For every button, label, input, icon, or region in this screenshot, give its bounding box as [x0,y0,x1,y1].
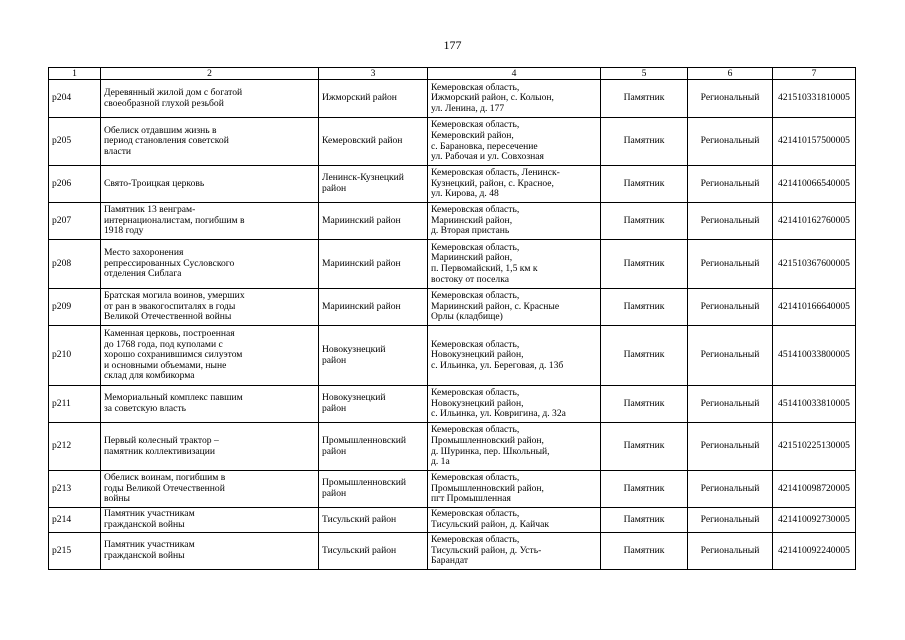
table-row [49,166,856,203]
cell-address: Кемеровская область, Ленинск- Кузнецкий, район, с. Красное, ул. Кирова, д. 48 [428,166,601,203]
cell-name: Братская могила воинов, умерших от ран в эвакогоспиталях в годы Великой Отечественной войны [101,289,319,326]
cell-code: 451410033810005 [773,386,856,423]
cell-code: 421410092240005 [773,533,856,570]
cell-name: Каменная церковь, построенная до 1768 года, под куполами с хорошо сохранившимся силуэтом и основными объемами, ныне склад для комбикорма [101,326,319,386]
cell-category: Региональный [688,118,773,166]
cell-code: 451410033800005 [773,326,856,386]
table-row [49,203,856,240]
cell-district: Мариинский район [319,240,428,289]
table-row [49,471,856,508]
cell-category: Региональный [688,326,773,386]
cell-category: Региональный [688,423,773,471]
cell-code: 421510367600005 [773,240,856,289]
cell-district: Промышленновский район [319,423,428,471]
cell-id: р204 [49,80,101,118]
table-row [49,533,856,570]
column-header-7: 7 [773,68,856,80]
cell-address: Кемеровская область, Промышленновский район, д. Шуринка, пер. Школьный, д. 1а [428,423,601,471]
column-header-2: 2 [101,68,319,80]
cell-category: Региональный [688,533,773,570]
column-header-3: 3 [319,68,428,80]
table-row [49,326,856,386]
cell-address: Кемеровская область, Ижморский район, с. Колыон, ул. Ленина, д. 177 [428,80,601,118]
cell-name: Обелиск воинам, погибшим в годы Великой Отечественной войны [101,471,319,508]
cell-district: Тисульский район [319,508,428,533]
cell-category: Региональный [688,203,773,240]
table-row [49,508,856,533]
cell-id: р211 [49,386,101,423]
cell-type: Памятник [601,203,688,240]
cell-category: Региональный [688,471,773,508]
cell-district: Ленинск-Кузнецкий район [319,166,428,203]
cell-code: 421410166640005 [773,289,856,326]
cell-code: 421510331810005 [773,80,856,118]
cell-code: 421410066540005 [773,166,856,203]
cell-district: Новокузнецкий район [319,386,428,423]
cell-address: Кемеровская область, Тисульский район, д. Кайчак [428,508,601,533]
cell-name: Деревянный жилой дом с богатой своеобразной глухой резьбой [101,80,319,118]
column-header-6: 6 [688,68,773,80]
cell-id: р212 [49,423,101,471]
cell-type: Памятник [601,386,688,423]
cell-name: Первый колесный трактор – памятник коллективизации [101,423,319,471]
cell-type: Памятник [601,533,688,570]
cell-name: Мемориальный комплекс павшим за советскую власть [101,386,319,423]
cell-district: Мариинский район [319,289,428,326]
cell-id: р214 [49,508,101,533]
column-header-4: 4 [428,68,601,80]
cell-name: Памятник участникам гражданской войны [101,508,319,533]
cell-address: Кемеровская область, Кемеровский район, с. Барановка, пересечение ул. Рабочая и ул. Совхозная [428,118,601,166]
cell-category: Региональный [688,240,773,289]
cell-id: р206 [49,166,101,203]
table-row [49,386,856,423]
page-number: 177 [443,38,462,52]
cell-id: р213 [49,471,101,508]
cell-type: Памятник [601,508,688,533]
cell-id: р208 [49,240,101,289]
cell-id: р210 [49,326,101,386]
cell-type: Памятник [601,471,688,508]
column-header-1: 1 [49,68,101,80]
cell-address: Кемеровская область, Новокузнецкий район, с. Ильинка, ул. Береговая, д. 13б [428,326,601,386]
cell-address: Кемеровская область, Мариинский район, п. Первомайский, 1,5 км к востоку от поселка [428,240,601,289]
cell-address: Кемеровская область, Мариинский район, д. Вторая пристань [428,203,601,240]
cell-id: р215 [49,533,101,570]
cell-code: 421410098720005 [773,471,856,508]
cell-district: Новокузнецкий район [319,326,428,386]
cell-id: р209 [49,289,101,326]
table-row [49,289,856,326]
header-row [49,68,856,80]
cell-district: Кемеровский район [319,118,428,166]
cell-id: р205 [49,118,101,166]
table-body [49,80,856,570]
cell-id: р207 [49,203,101,240]
cell-address: Кемеровская область, Мариинский район, с. Красные Орлы (кладбище) [428,289,601,326]
cell-type: Памятник [601,80,688,118]
cell-code: 421510225130005 [773,423,856,471]
cell-district: Ижморский район [319,80,428,118]
cell-category: Региональный [688,386,773,423]
cell-type: Памятник [601,166,688,203]
cell-district: Тисульский район [319,533,428,570]
table-row [49,118,856,166]
cell-address: Кемеровская область, Новокузнецкий район, с. Ильинка, ул. Ковригина, д. 32а [428,386,601,423]
cell-district: Промышленновский район [319,471,428,508]
cell-name: Обелиск отдавшим жизнь в период становления советской власти [101,118,319,166]
table-header [49,68,856,80]
cell-code: 421410092730005 [773,508,856,533]
cell-address: Кемеровская область, Промышленновский район, пгт Промышленная [428,471,601,508]
cell-category: Региональный [688,508,773,533]
cell-category: Региональный [688,166,773,203]
table-row [49,80,856,118]
monuments-table [48,67,856,570]
cell-type: Памятник [601,423,688,471]
cell-code: 421410162760005 [773,203,856,240]
cell-address: Кемеровская область, Тисульский район, д. Усть- Барандат [428,533,601,570]
cell-code: 421410157500005 [773,118,856,166]
cell-type: Памятник [601,289,688,326]
cell-type: Памятник [601,118,688,166]
cell-name: Памятник 13 венграм- интернационалистам, погибшим в 1918 году [101,203,319,240]
cell-name: Место захоронения репрессированных Сусловского отделения Сиблага [101,240,319,289]
column-header-5: 5 [601,68,688,80]
table-row [49,240,856,289]
cell-type: Памятник [601,326,688,386]
table-row [49,423,856,471]
cell-category: Региональный [688,80,773,118]
cell-name: Памятник участникам гражданской войны [101,533,319,570]
cell-district: Мариинский район [319,203,428,240]
cell-name: Свято-Троицкая церковь [101,166,319,203]
cell-category: Региональный [688,289,773,326]
cell-type: Памятник [601,240,688,289]
